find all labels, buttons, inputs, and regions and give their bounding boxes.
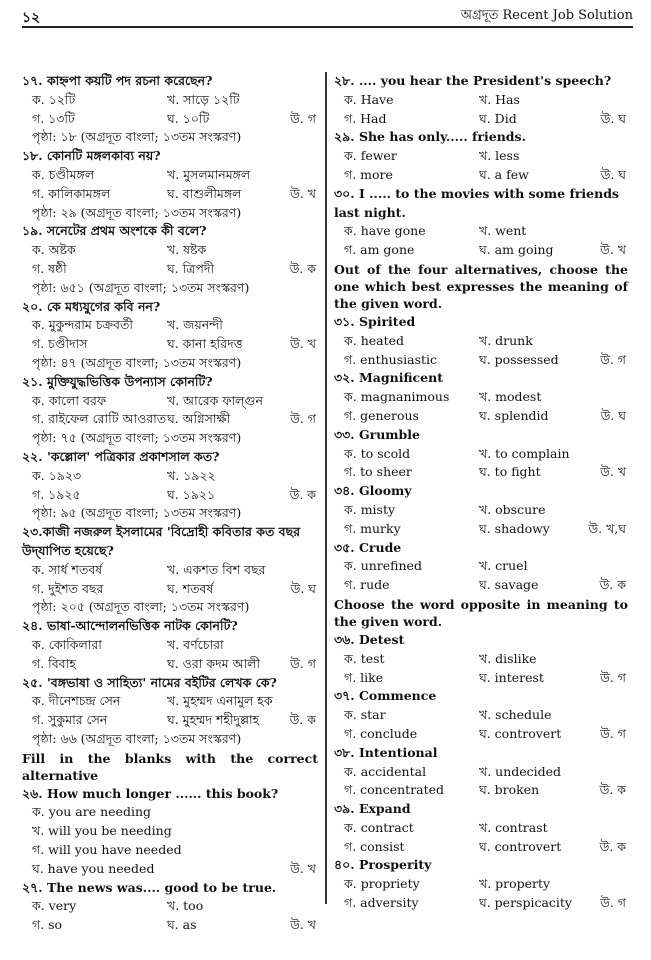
option-a: ক. contract: [344, 819, 414, 835]
answer-label: উ. ক: [599, 782, 626, 798]
option-row: [22, 711, 318, 730]
option-row: [22, 916, 318, 935]
option-a: গ. more: [344, 166, 393, 182]
option-a: গ. enthusiastic: [344, 351, 438, 367]
option-b: খ. schedule: [479, 707, 552, 723]
section-instruction: Fill in the blanks with the correct alternative: [22, 750, 318, 783]
question-text: ৩৩. Grumble: [334, 426, 420, 442]
answer-label: উ. খ: [290, 860, 316, 876]
left-column: [22, 72, 318, 935]
option-b: খ. property: [479, 876, 551, 892]
option-b: খ. জয়নন্দী: [167, 317, 223, 333]
option-a: ক. misty: [344, 501, 396, 517]
option-b: খ. সাড়ে ১২টি: [167, 91, 240, 107]
option-row: [22, 692, 318, 711]
answer-label: উ. খ: [290, 336, 316, 352]
option-b: ঘ. controvert: [479, 838, 562, 854]
question-text: ২৩.কাজী নজরুল ইসলামের 'বিদ্রোহী কবিতার কত বছর উদ্‌যাপিত হয়েছে?: [22, 524, 301, 558]
question-text: ৩২. Magnificent: [334, 370, 443, 386]
option-row: [334, 520, 628, 539]
option-a: ক. চণ্ডীমঙ্গল: [32, 166, 95, 182]
option-a: ক. দীনেশচন্দ্র সেন: [32, 693, 121, 709]
option-b: খ. to complain: [479, 445, 570, 461]
answer-label: উ. ক: [289, 486, 316, 502]
question-text: ৩৭. Commence: [334, 688, 437, 704]
option-text: খ. will you be needing: [32, 823, 172, 839]
section-instruction: Out of the four alternatives, choose the one which best expresses the meaning of the given word.: [334, 261, 628, 311]
question-text: ২৬. How much longer ...... this book?: [22, 785, 279, 801]
question-text: ৪০. Prosperity: [334, 857, 432, 873]
option-a: গ. so: [32, 917, 63, 933]
option-a: গ. বিবাহ: [32, 655, 76, 671]
question-text: ১৭. কাহ্নপা কয়টি পদ রচনা করেছেন?: [22, 73, 213, 88]
option-b: ঘ. ১৯২১: [167, 486, 216, 502]
answer-label: উ. ক: [289, 712, 316, 728]
option-a: ক. ১২টি: [32, 91, 76, 107]
source-reference: পৃষ্ঠা: ৯৫ (অগ্রদূত বাংলা; ১৩তম সংস্করণ): [32, 505, 242, 521]
option-b: খ. undecided: [479, 763, 562, 779]
option-row: [22, 636, 318, 655]
option-a: গ. রাইফেল রোটি আওরাত: [32, 411, 167, 427]
running-title: অগ্রদূত Recent Job Solution: [460, 8, 633, 23]
option-a: ক. মুকুন্দরাম চক্রবর্তী: [32, 317, 133, 333]
option-b: খ. dislike: [479, 650, 537, 666]
option-b: ঘ. অগ্নিসাক্ষী: [167, 411, 231, 427]
option-row: [22, 392, 318, 411]
option-row: [334, 781, 628, 800]
option-row: [22, 316, 318, 335]
option-a: ক. অষ্টক: [32, 242, 76, 258]
option-b: ঘ. মুহম্মদ শহীদুল্লাহ: [167, 712, 260, 728]
source-reference: পৃষ্ঠা: ১৮ (অগ্রদূত বাংলা; ১৩তম সংস্করণ): [32, 129, 242, 145]
option-row: [334, 557, 628, 576]
option-line: [22, 841, 318, 860]
option-b: খ. বর্ণচোরা: [167, 636, 224, 652]
option-row: [334, 332, 628, 351]
option-a: গ. concentrated: [344, 782, 445, 798]
option-b: ঘ. ওরা কদম আলী: [167, 655, 261, 671]
option-row: [22, 335, 318, 354]
option-row: [22, 580, 318, 599]
option-b: খ. আরেক ফাল্গুন: [167, 392, 263, 408]
question-text: ২২. 'কল্লোল' পত্রিকার প্রকাশসাল কত?: [22, 448, 220, 464]
question-text: ৩৫. Crude: [334, 539, 402, 555]
source-reference: পৃষ্ঠা: ৬৫১ (অগ্রদূত বাংলা; ১৩তম সংস্করণ): [32, 279, 250, 295]
question-text: ১৮. কোনটি মঙ্গলকাব্য নয়?: [22, 148, 161, 164]
option-b: ঘ. to fight: [479, 464, 541, 480]
answer-label: উ. গ: [600, 351, 626, 367]
option-row: [22, 241, 318, 260]
option-row: [334, 894, 628, 913]
option-text: গ. will you have needed: [32, 842, 182, 858]
source-reference: পৃষ্ঠা: ৪৭ (অগ্রদূত বাংলা; ১৩তম সংস্করণ): [32, 354, 242, 370]
option-b: খ. ১৯২২: [167, 467, 216, 483]
option-b: ঘ. বাশুলীমঙ্গল: [167, 185, 242, 201]
source-reference: পৃষ্ঠা: ২৯ (অগ্রদূত বাংলা; ১৩তম সংস্করণ): [32, 204, 242, 220]
option-row: [334, 875, 628, 894]
option-row: [334, 706, 628, 725]
page-number: ১২: [22, 10, 41, 26]
option-a: গ. am gone: [344, 242, 415, 258]
option-a: গ. generous: [344, 407, 419, 423]
option-a: ক. Have: [344, 91, 394, 107]
option-row: [22, 486, 318, 505]
option-a: ক. unrefined: [344, 558, 422, 574]
option-a: গ. ১৯২৫: [32, 486, 81, 502]
option-a: গ. adversity: [344, 895, 419, 911]
option-b: ঘ. savage: [479, 577, 539, 593]
option-b: খ. Has: [479, 91, 520, 107]
option-a: ক. accidental: [344, 763, 427, 779]
option-b: ঘ. shadowy: [479, 520, 550, 536]
question-text: ২৯. She has only..... friends.: [334, 129, 526, 145]
question-text: ২৫. 'বঙ্গভাষা ও সাহিত্য' নামের বইটির লেখক কে?: [22, 674, 277, 690]
option-a: ক. magnanimous: [344, 389, 450, 405]
question-text: ২০. কে মধ্যযুগের কবি নন?: [22, 298, 161, 314]
option-a: ক. very: [32, 898, 77, 914]
option-row: [334, 838, 628, 857]
option-b: ঘ. am going: [479, 242, 554, 258]
option-a: ক. propriety: [344, 876, 420, 892]
option-a: গ. Had: [344, 110, 387, 126]
option-b: খ. cruel: [479, 558, 528, 574]
option-a: গ. দুইশত বছর: [32, 580, 104, 596]
option-row: [334, 669, 628, 688]
option-b: খ. less: [479, 148, 520, 164]
option-b: খ. contrast: [479, 819, 548, 835]
option-a: গ. to sheer: [344, 464, 412, 480]
option-b: খ. একশত বিশ বছর: [167, 561, 266, 577]
answer-label: উ. ঘ: [600, 110, 626, 126]
option-row: [22, 655, 318, 674]
option-a: গ. ১৩টি: [32, 110, 75, 126]
option-a: গ. চণ্ডীদাস: [32, 336, 88, 352]
option-row: [334, 351, 628, 370]
option-row: [334, 110, 628, 129]
option-row: [22, 467, 318, 486]
question-text: ২৭. The news was.... good to be true.: [22, 879, 277, 895]
option-a: গ. সুকুমার সেন: [32, 712, 108, 728]
option-b: ঘ. possessed: [479, 351, 559, 367]
option-row: [22, 260, 318, 279]
option-row: [334, 763, 628, 782]
option-b: ঘ. Did: [479, 110, 517, 126]
page-header: [22, 6, 633, 26]
option-row: [334, 91, 628, 110]
option-text: ঘ. have you needed: [32, 860, 155, 876]
option-a: ক. কালো বরফ: [32, 392, 106, 408]
option-a: ক. সার্ধ শতবর্ষ: [32, 561, 103, 577]
option-a: ক. heated: [344, 332, 405, 348]
option-line: [22, 860, 318, 879]
option-line: [22, 822, 318, 841]
option-b: খ. modest: [479, 389, 542, 405]
option-b: খ. মুহম্মদ এনামুল হক: [167, 693, 273, 709]
option-b: ঘ. interest: [479, 669, 544, 685]
option-b: ঘ. ১০টি: [167, 110, 210, 126]
option-row: [22, 166, 318, 185]
column-divider: [325, 72, 327, 904]
option-a: গ. conclude: [344, 725, 418, 741]
option-line: [22, 803, 318, 822]
question-text: ৩৮. Intentional: [334, 744, 438, 760]
option-a: ক. ১৯২৩: [32, 467, 82, 483]
option-row: [334, 725, 628, 744]
question-text: ২১. মুক্তিযুদ্ধভিত্তিক উপন্যাস কোনটি?: [22, 373, 213, 389]
option-b: ঘ. as: [167, 917, 197, 933]
option-a: ক. fewer: [344, 148, 397, 164]
option-b: খ. drunk: [479, 332, 533, 348]
option-a: গ. ষষ্ঠী: [32, 260, 67, 276]
answer-label: উ. গ: [600, 669, 626, 685]
option-b: খ. obscure: [479, 501, 546, 517]
option-b: খ. went: [479, 223, 527, 239]
option-b: ঘ. controvert: [479, 725, 562, 741]
option-row: [334, 166, 628, 185]
option-text: ক. you are needing: [32, 804, 151, 820]
option-row: [334, 445, 628, 464]
right-column: [334, 72, 628, 913]
option-row: [334, 576, 628, 595]
answer-label: উ. ঘ: [600, 407, 626, 423]
option-row: [334, 147, 628, 166]
option-row: [334, 819, 628, 838]
question-text: ৩৯. Expand: [334, 801, 411, 817]
question-text: ২৪. ভাষা-আন্দোলনভিত্তিক নাটক কোনটি?: [22, 618, 238, 634]
option-row: [22, 561, 318, 580]
option-a: গ. rude: [344, 577, 390, 593]
option-row: [22, 410, 318, 429]
answer-label: উ. ক: [599, 838, 626, 854]
source-reference: পৃষ্ঠা: ৭৫ (অগ্রদূত বাংলা; ১৩তম সংস্করণ): [32, 430, 242, 446]
option-a: ক. কোকিলারা: [32, 636, 102, 652]
answer-label: উ. খ: [600, 242, 626, 258]
option-a: ক. to scold: [344, 445, 411, 461]
answer-label: উ. ঘ: [600, 166, 626, 182]
option-row: [22, 91, 318, 110]
option-a: গ. consist: [344, 838, 405, 854]
source-reference: পৃষ্ঠা: ৬৬ (অগ্রদূত বাংলা; ১৩তম সংস্করণ): [32, 730, 242, 746]
option-a: ক. star: [344, 707, 386, 723]
answer-label: উ. ঘ: [290, 580, 316, 596]
option-b: ঘ. শতবর্ষ: [167, 580, 214, 596]
question-text: ২৮. .... you hear the President's speech?: [334, 73, 612, 88]
question-text: ১৯. সনেটের প্রথম অংশকে কী বলে?: [22, 223, 207, 239]
option-row: [334, 407, 628, 426]
option-b: ঘ. splendid: [479, 407, 549, 423]
option-a: ক. have gone: [344, 223, 426, 239]
option-row: [334, 388, 628, 407]
option-row: [334, 222, 628, 241]
option-b: ঘ. কানা হরিদত্ত: [167, 336, 243, 352]
option-row: [334, 241, 628, 260]
option-b: খ. মুসলমানমঙ্গল: [167, 166, 251, 182]
answer-label: উ. গ: [290, 110, 316, 126]
option-row: [22, 897, 318, 916]
option-a: গ. কালিকামঙ্গল: [32, 185, 111, 201]
option-row: [334, 463, 628, 482]
option-row: [334, 501, 628, 520]
answer-label: উ. ক: [599, 577, 626, 593]
option-a: গ. murky: [344, 520, 401, 536]
option-b: ঘ. a few: [479, 166, 529, 182]
section-instruction: Choose the word opposite in meaning to the given word.: [334, 596, 628, 629]
option-b: ঘ. perspicacity: [479, 895, 572, 911]
answer-label: উ. গ: [290, 411, 316, 427]
option-b: ঘ. ত্রিপদী: [167, 260, 215, 276]
question-text: ৩০. I ..... to the movies with some friends last night.: [334, 185, 619, 220]
question-text: ৩৪. Gloomy: [334, 483, 412, 499]
source-reference: পৃষ্ঠা: ২০৫ (অগ্রদূত বাংলা; ১৩তম সংস্করণ): [32, 599, 250, 615]
answer-label: উ. খ,ঘ: [588, 520, 626, 536]
header-rule: [22, 26, 633, 28]
option-row: [22, 185, 318, 204]
option-b: খ. ষষ্টক: [167, 242, 207, 258]
answer-label: উ. গ: [600, 895, 626, 911]
answer-label: উ. গ: [290, 655, 316, 671]
option-a: ক. test: [344, 650, 385, 666]
option-a: গ. like: [344, 669, 384, 685]
question-text: ৩৬. Detest: [334, 631, 405, 647]
answer-label: উ. ক: [289, 260, 316, 276]
option-row: [22, 110, 318, 129]
answer-label: উ. খ: [290, 917, 316, 933]
question-text: ৩১. Spirited: [334, 313, 416, 329]
option-row: [334, 650, 628, 669]
answer-label: উ. খ: [290, 185, 316, 201]
option-b: খ. too: [167, 898, 204, 914]
answer-label: উ. গ: [600, 725, 626, 741]
option-b: ঘ. broken: [479, 782, 540, 798]
answer-label: উ. খ: [600, 464, 626, 480]
